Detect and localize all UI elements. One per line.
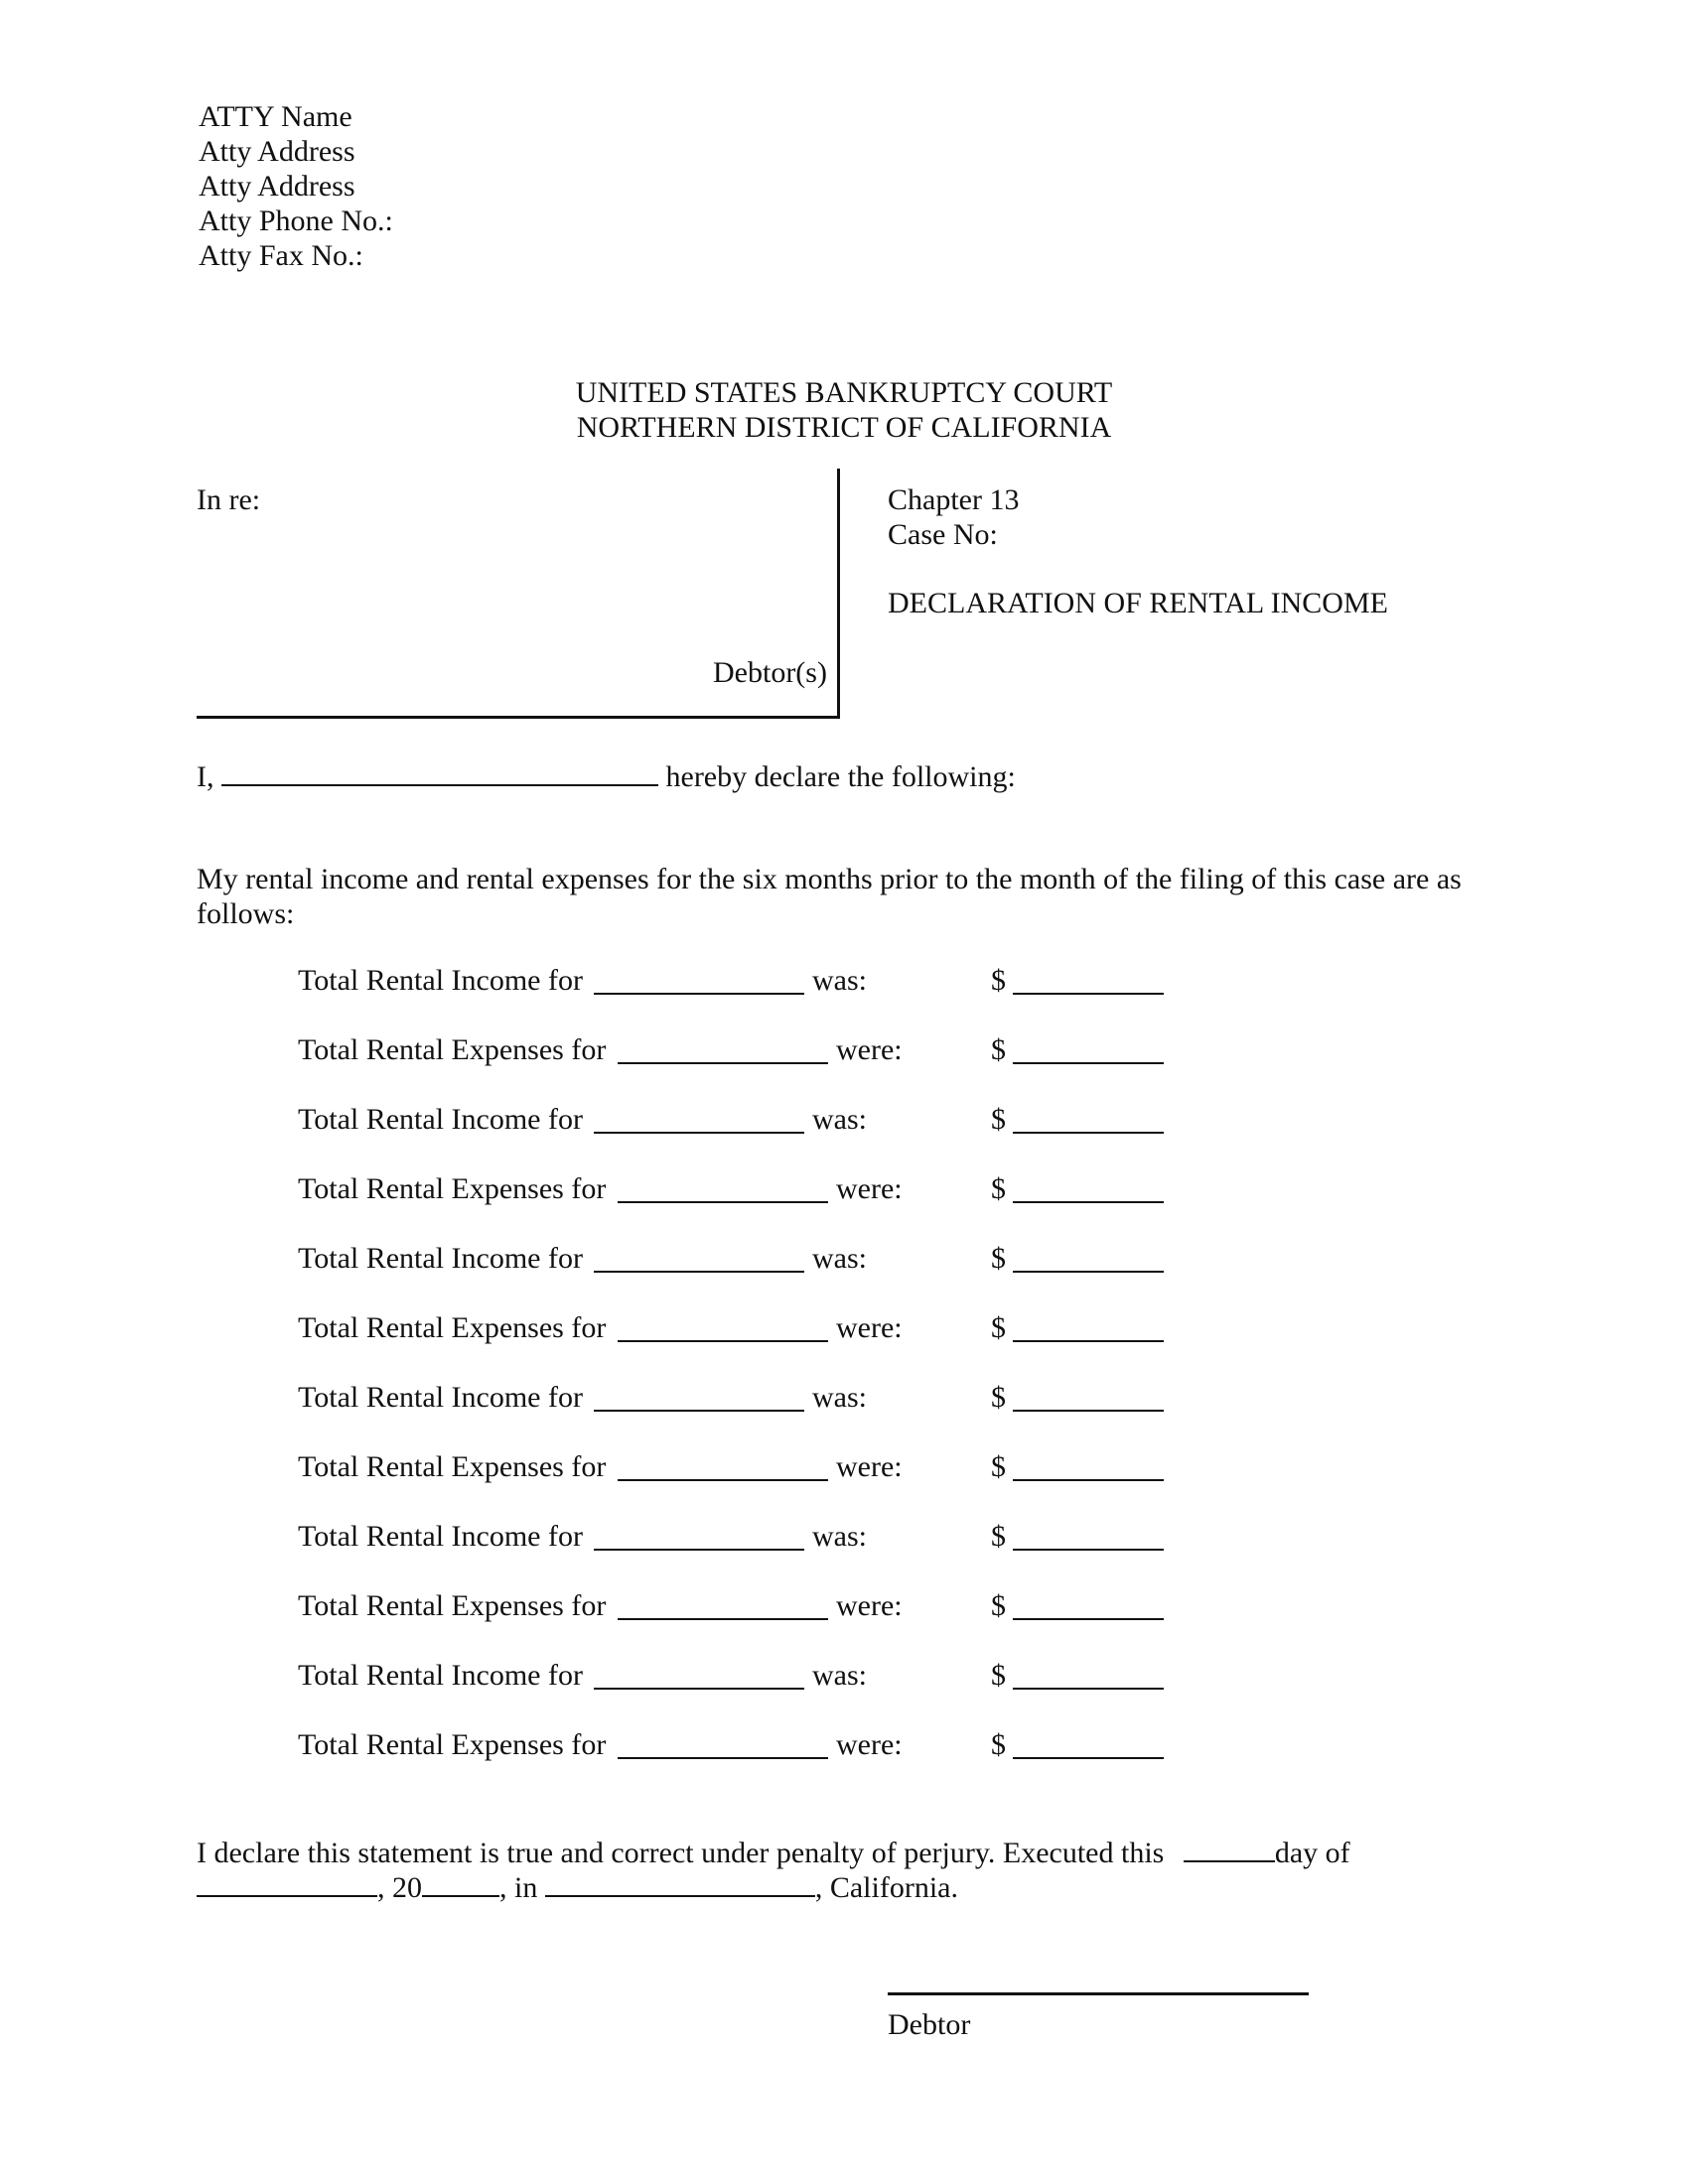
debtors-label: Debtor(s) [713,656,827,689]
period-blank[interactable] [618,1036,828,1064]
row-verb: was: [812,1659,867,1692]
amount-blank[interactable] [1013,1592,1164,1620]
attorney-address-2: Atty Address [199,170,355,203]
row-verb: were: [836,1172,903,1205]
document-title: DECLARATION OF RENTAL INCOME [888,587,1388,619]
row-label: Total Rental Income for [298,1381,583,1414]
amount-blank[interactable] [1013,1731,1164,1759]
period-blank[interactable] [618,1175,828,1203]
closing-line-2 [197,1869,958,1906]
row-verb: were: [836,1589,903,1622]
period-blank[interactable] [594,1662,804,1690]
dollar-sign: $ [991,1172,1006,1205]
period-blank[interactable] [594,967,804,995]
in-re-label: In re: [197,483,261,516]
row-label: Total Rental Income for [298,1659,583,1692]
intro-line-2: follows: [197,897,295,930]
period-blank[interactable] [594,1384,804,1412]
row-label: Total Rental Income for [298,1520,583,1553]
amount-blank[interactable] [1013,1314,1164,1342]
case-no-label: Case No: [888,518,998,551]
row-label: Total Rental Expenses for [298,1033,607,1066]
closing-line-1 [197,1835,1350,1871]
row-verb: was: [812,1242,867,1275]
caption-horizontal-rule [197,716,840,719]
period-blank[interactable] [618,1592,828,1620]
dollar-sign: $ [991,1381,1006,1414]
in-label: , in [499,1871,538,1904]
dollar-sign: $ [991,1033,1006,1066]
row-verb: were: [836,1033,903,1066]
state-label: , California. [814,1871,958,1904]
row-label: Total Rental Expenses for [298,1728,607,1761]
day-blank[interactable] [1184,1835,1275,1862]
dollar-sign: $ [991,1242,1006,1275]
declarant-name-blank[interactable] [221,758,658,786]
amount-blank[interactable] [1013,1106,1164,1134]
row-verb: was: [812,1381,867,1414]
attorney-phone: Atty Phone No.: [199,205,393,237]
row-label: Total Rental Expenses for [298,1589,607,1622]
period-blank[interactable] [618,1731,828,1759]
month-blank[interactable] [197,1869,377,1897]
dollar-sign: $ [991,1103,1006,1136]
amount-blank[interactable] [1013,1453,1164,1481]
period-blank[interactable] [594,1523,804,1551]
attorney-name: ATTY Name [199,100,352,133]
signature-label: Debtor [888,2008,971,2041]
court-district: NORTHERN DISTRICT OF CALIFORNIA [576,411,1112,444]
signature-line[interactable] [888,1992,1309,1995]
dollar-sign: $ [991,1659,1006,1692]
row-label: Total Rental Expenses for [298,1311,607,1344]
row-label: Total Rental Income for [298,1103,583,1136]
row-verb: was: [812,1520,867,1553]
year-blank[interactable] [422,1869,499,1897]
period-blank[interactable] [618,1314,828,1342]
city-blank[interactable] [545,1869,815,1897]
dollar-sign: $ [991,1728,1006,1761]
dollar-sign: $ [991,964,1006,997]
attorney-fax: Atty Fax No.: [199,239,363,272]
dollar-sign: $ [991,1311,1006,1344]
caption-vertical-rule [837,469,840,719]
row-verb: was: [812,1103,867,1136]
attorney-address-1: Atty Address [199,135,355,168]
row-verb: were: [836,1311,903,1344]
row-label: Total Rental Expenses for [298,1172,607,1205]
amount-blank[interactable] [1013,1384,1164,1412]
intro-line-1: My rental income and rental expenses for the six months prior to the month of the filing of this case are as [197,863,1462,895]
row-label: Total Rental Income for [298,964,583,997]
dollar-sign: $ [991,1589,1006,1622]
amount-blank[interactable] [1013,1523,1164,1551]
dollar-sign: $ [991,1520,1006,1553]
amount-blank[interactable] [1013,1245,1164,1273]
amount-blank[interactable] [1013,1662,1164,1690]
row-verb: were: [836,1450,903,1483]
declarant-prefix: I, [197,760,214,793]
declarant-suffix: hereby declare the following: [665,760,1016,793]
closing-statement: I declare this statement is true and correct under penalty of perjury. Executed this [197,1837,1165,1869]
dollar-sign: $ [991,1450,1006,1483]
chapter-label: Chapter 13 [888,483,1020,516]
row-label: Total Rental Expenses for [298,1450,607,1483]
court-name: UNITED STATES BANKRUPTCY COURT [575,376,1113,409]
year-prefix: , 20 [377,1871,422,1904]
row-label: Total Rental Income for [298,1242,583,1275]
period-blank[interactable] [618,1453,828,1481]
row-verb: was: [812,964,867,997]
period-blank[interactable] [594,1106,804,1134]
declaration-line [197,758,1016,795]
row-verb: were: [836,1728,903,1761]
period-blank[interactable] [594,1245,804,1273]
amount-blank[interactable] [1013,1175,1164,1203]
day-of-label: day of [1274,1837,1350,1869]
amount-blank[interactable] [1013,967,1164,995]
amount-blank[interactable] [1013,1036,1164,1064]
